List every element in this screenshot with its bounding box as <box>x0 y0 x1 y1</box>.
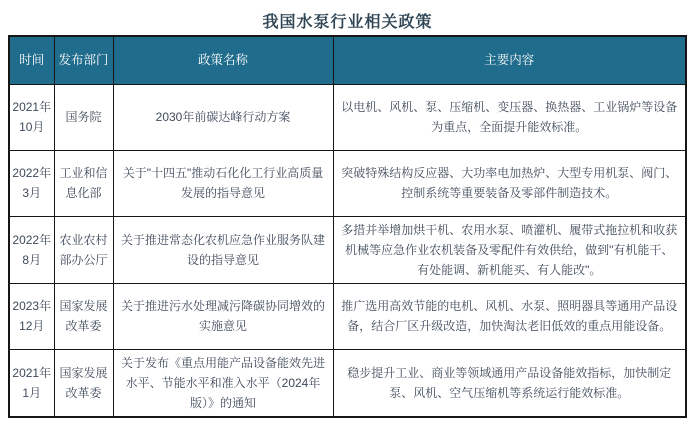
policy-table <box>8 35 687 418</box>
table-row <box>9 84 686 150</box>
cell-time: 2021年10月 <box>9 84 54 150</box>
table-row <box>9 349 686 417</box>
table-row <box>9 283 686 349</box>
page-title: 我国水泵行业相关政策 <box>262 14 433 31</box>
cell-dept: 工业和信息化部 <box>54 150 113 216</box>
column-header-policy: 政策名称 <box>113 36 333 84</box>
cell-time: 2021年1月 <box>9 349 54 417</box>
cell-time: 2022年8月 <box>9 216 54 283</box>
table-row <box>9 150 686 216</box>
column-header-content: 主要内容 <box>333 36 686 84</box>
table-body <box>9 84 686 417</box>
table-row <box>9 216 686 283</box>
cell-policy: 2030年前碳达峰行动方案 <box>113 84 333 150</box>
cell-policy: 关于推进污水处理减污降碳协同增效的实施意见 <box>113 283 333 349</box>
cell-content: 推广选用高效节能的电机、风机、水泵、照明器具等通用产品设备，结合厂区升级改造，加快淘汰老旧低效的重点用能设备。 <box>333 283 686 349</box>
column-header-dept: 发布部门 <box>54 36 113 84</box>
cell-dept: 农业农村部办公厅 <box>54 216 113 283</box>
column-header-time: 时间 <box>9 36 54 84</box>
cell-content: 突破特殊结构反应器、大功率电加热炉、大型专用机泵、阀门、控制系统等重要装备及零部件制造技术。 <box>333 150 686 216</box>
cell-content: 稳步提升工业、商业等领域通用产品设备能效指标，加快制定泵、风机、空气压缩机等系统运行能效标准。 <box>333 349 686 417</box>
cell-content: 多措并举增加烘干机、农用水泵、喷灌机、履带式拖拉机和收获机械等应急作业农机装备及零配件有效供给，做到"有机能干、有处能调、新机能买、有人能改"。 <box>333 216 686 283</box>
cell-policy: 关于"十四五"推动石化化工行业高质量发展的指导意见 <box>113 150 333 216</box>
table-header <box>9 36 686 84</box>
cell-policy: 关于推进常态化农机应急作业服务队建设的指导意见 <box>113 216 333 283</box>
cell-dept: 国务院 <box>54 84 113 150</box>
cell-dept: 国家发展改革委 <box>54 349 113 417</box>
cell-time: 2022年3月 <box>9 150 54 216</box>
cell-policy: 关于发布《重点用能产品设备能效先进水平、节能水平和准入水平（2024年版）》的通知 <box>113 349 333 417</box>
cell-content: 以电机、风机、泵、压缩机、变压器、换热器、工业锅炉等设备为重点，全面提升能效标准。 <box>333 84 686 150</box>
cell-time: 2023年12月 <box>9 283 54 349</box>
header-row <box>9 36 686 84</box>
cell-dept: 国家发展改革委 <box>54 283 113 349</box>
